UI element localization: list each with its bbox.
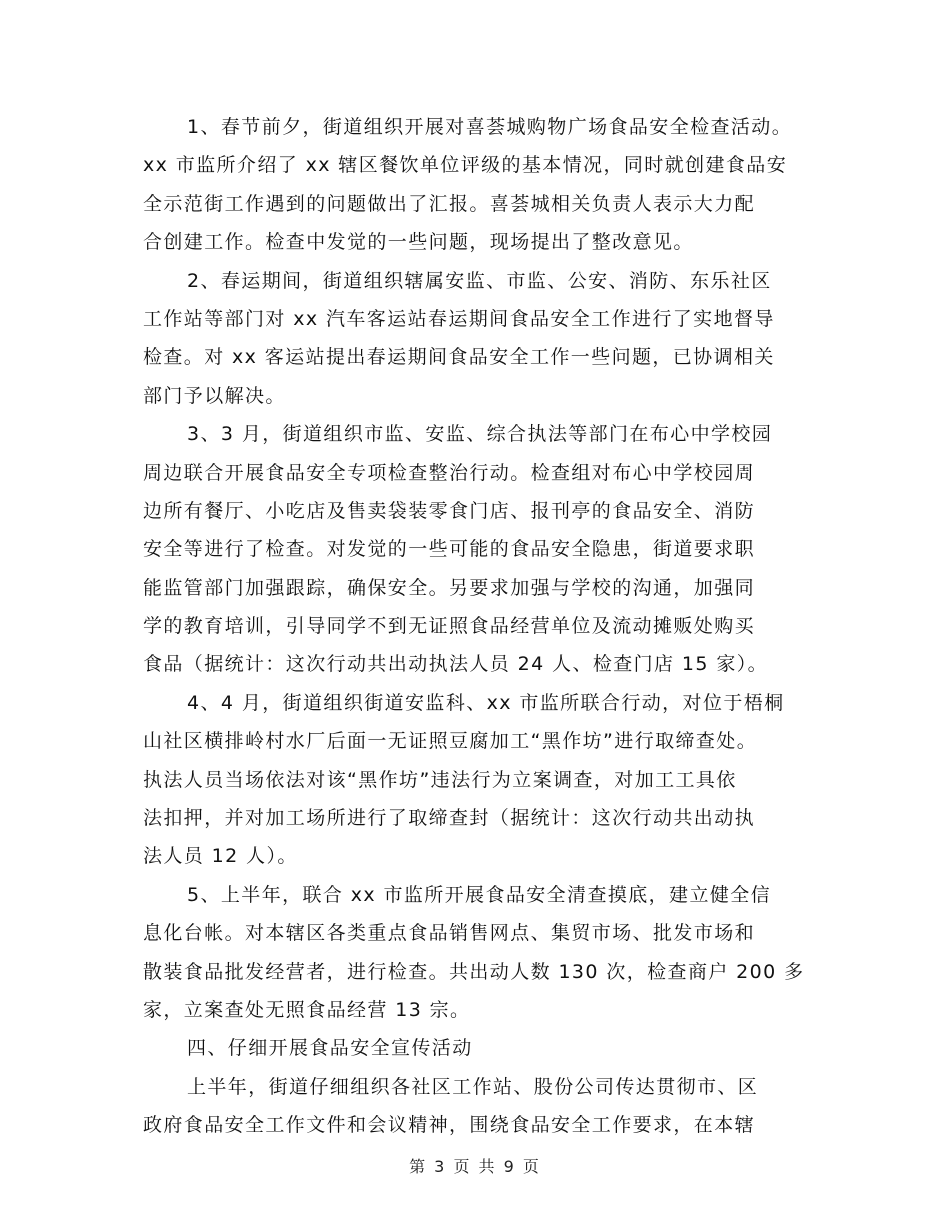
page-number-footer: 第 3 页 共 9 页: [409, 1157, 541, 1176]
text-line: 学的教育培训，引导同学不到无证照食品经营单位及流动摊贩处购买: [143, 615, 756, 638]
text-line: 合创建工作。检查中发觉的一些问题，现场提出了整改意见。: [143, 231, 694, 254]
text-line: 家，立案查处无照食品经营 13 宗。: [143, 998, 471, 1021]
text-line: 山社区横排岭村水厂后面一无证照豆腐加工“黑作坊”进行取缔查处。: [143, 730, 758, 753]
text-line: 能监管部门加强跟踪，确保安全。另要求加强与学校的沟通，加强同: [143, 576, 756, 599]
text-line: 食品（据统计：这次行动共出动执法人员 24 人、检查门店 15 家）。: [143, 653, 769, 676]
text-line: 息化台帐。对本辖区各类重点食品销售网点、集贸市场、批发市场和: [143, 922, 756, 945]
text-line: 部门予以解决。: [143, 384, 286, 407]
text-line: 安全等进行了检查。对发觉的一些可能的食品安全隐患，街道要求职: [143, 538, 756, 561]
text-line: 3、3 月，街道组织市监、安监、综合执法等部门在布心中学校园: [187, 423, 773, 446]
text-line: 散装食品批发经营者，进行检查。共出动人数 130 次，检查商户 200 多: [143, 960, 805, 983]
text-line: 周边联合开展食品安全专项检查整治行动。检查组对布心中学校园周: [143, 461, 756, 484]
text-line: 1、春节前夕，街道组织开展对喜荟城购物广场食品安全检查活动。: [187, 116, 793, 138]
text-line: 执法人员当场依法对该“黑作坊”违法行为立案调查，对加工工具依: [143, 768, 737, 791]
text-line: 工作站等部门对 xx 汽车客运站春运期间食品安全工作进行了实地督导: [143, 307, 775, 330]
text-line: 5、上半年，联合 xx 市监所开展食品安全清查摸底，建立健全信: [187, 883, 772, 906]
text-line: 法扣押，并对加工场所进行了取缔查封（据统计：这次行动共出动执: [143, 807, 756, 830]
document-body: [143, 108, 813, 1145]
text-line: 2、春运期间，街道组织辖属安监、市监、公安、消防、东乐社区: [187, 269, 772, 292]
text-line: 政府食品安全工作文件和会议精神，围绕食品安全工作要求，在本辖: [143, 1114, 756, 1137]
text-line: xx 市监所介绍了 xx 辖区餐饮单位评级的基本情况，同时就创建食品安: [143, 154, 788, 177]
text-line: 边所有餐厅、小吃店及售卖袋装零食门店、报刊亭的食品安全、消防: [143, 499, 756, 522]
text-line: 全示范街工作遇到的问题做出了汇报。喜荟城相关负责人表示大力配: [143, 192, 756, 215]
text-line: 检查。对 xx 客运站提出春运期间食品安全工作一些问题，已协调相关: [143, 346, 775, 369]
text-line: 4、4 月，街道组织街道安监科、xx 市监所联合行动，对位于梧桐: [187, 691, 785, 714]
text-line: 法人员 12 人）。: [143, 845, 298, 868]
text-line: 上半年，街道仔细组织各社区工作站、股份公司传达贯彻市、区: [187, 1075, 759, 1098]
section-heading: 四、仔细开展食品安全宣传活动: [187, 1037, 473, 1060]
